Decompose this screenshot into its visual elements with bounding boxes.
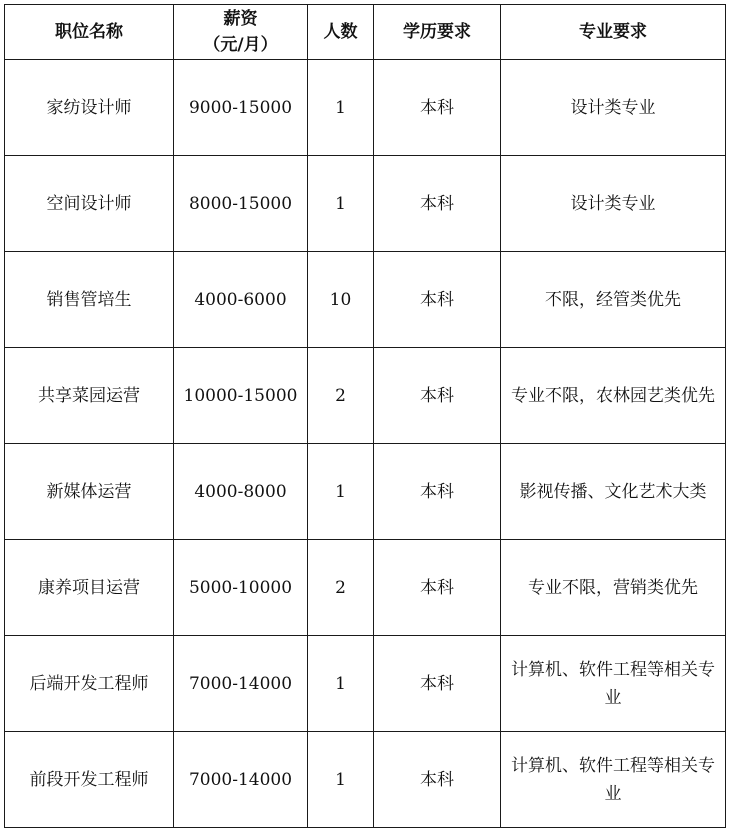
cell-position: 康养项目运营	[5, 540, 174, 636]
cell-major: 计算机、软件工程等相关专业	[501, 732, 726, 828]
cell-salary: 4000-8000	[174, 444, 308, 540]
cell-position: 共享菜园运营	[5, 348, 174, 444]
cell-salary: 7000-14000	[174, 732, 308, 828]
cell-education: 本科	[374, 60, 501, 156]
cell-major: 影视传播、文化艺术大类	[501, 444, 726, 540]
table-row	[5, 540, 726, 636]
cell-major: 不限，经管类优先	[501, 252, 726, 348]
cell-education: 本科	[374, 444, 501, 540]
table-row	[5, 348, 726, 444]
cell-education: 本科	[374, 252, 501, 348]
cell-education: 本科	[374, 156, 501, 252]
cell-major: 设计类专业	[501, 156, 726, 252]
cell-salary: 5000-10000	[174, 540, 308, 636]
cell-count: 1	[308, 156, 374, 252]
header-salary-line1: 薪资	[223, 9, 258, 29]
header-position: 职位名称	[5, 5, 174, 60]
cell-education: 本科	[374, 348, 501, 444]
header-salary-line2: （元/月）	[203, 35, 278, 55]
cell-education: 本科	[374, 636, 501, 732]
cell-count: 1	[308, 60, 374, 156]
cell-major: 专业不限，营销类优先	[501, 540, 726, 636]
cell-salary: 4000-6000	[174, 252, 308, 348]
cell-count: 1	[308, 636, 374, 732]
cell-position: 后端开发工程师	[5, 636, 174, 732]
cell-position: 销售管培生	[5, 252, 174, 348]
cell-salary: 9000-15000	[174, 60, 308, 156]
cell-position: 空间设计师	[5, 156, 174, 252]
cell-position: 前段开发工程师	[5, 732, 174, 828]
cell-count: 2	[308, 540, 374, 636]
table-row	[5, 732, 726, 828]
cell-education: 本科	[374, 540, 501, 636]
header-education: 学历要求	[374, 5, 501, 60]
cell-count: 1	[308, 444, 374, 540]
table-row	[5, 636, 726, 732]
cell-count: 1	[308, 732, 374, 828]
header-salary	[174, 5, 308, 60]
cell-position: 家纺设计师	[5, 60, 174, 156]
cell-major: 专业不限，农林园艺类优先	[501, 348, 726, 444]
cell-count: 2	[308, 348, 374, 444]
header-row	[5, 5, 726, 60]
cell-major: 计算机、软件工程等相关专业	[501, 636, 726, 732]
table-row	[5, 156, 726, 252]
job-table	[4, 4, 726, 828]
cell-education: 本科	[374, 732, 501, 828]
table-row	[5, 60, 726, 156]
header-count: 人数	[308, 5, 374, 60]
table-row	[5, 252, 726, 348]
cell-salary: 8000-15000	[174, 156, 308, 252]
cell-major: 设计类专业	[501, 60, 726, 156]
cell-count: 10	[308, 252, 374, 348]
cell-salary: 10000-15000	[174, 348, 308, 444]
cell-position: 新媒体运营	[5, 444, 174, 540]
table-row	[5, 444, 726, 540]
header-major: 专业要求	[501, 5, 726, 60]
cell-salary: 7000-14000	[174, 636, 308, 732]
